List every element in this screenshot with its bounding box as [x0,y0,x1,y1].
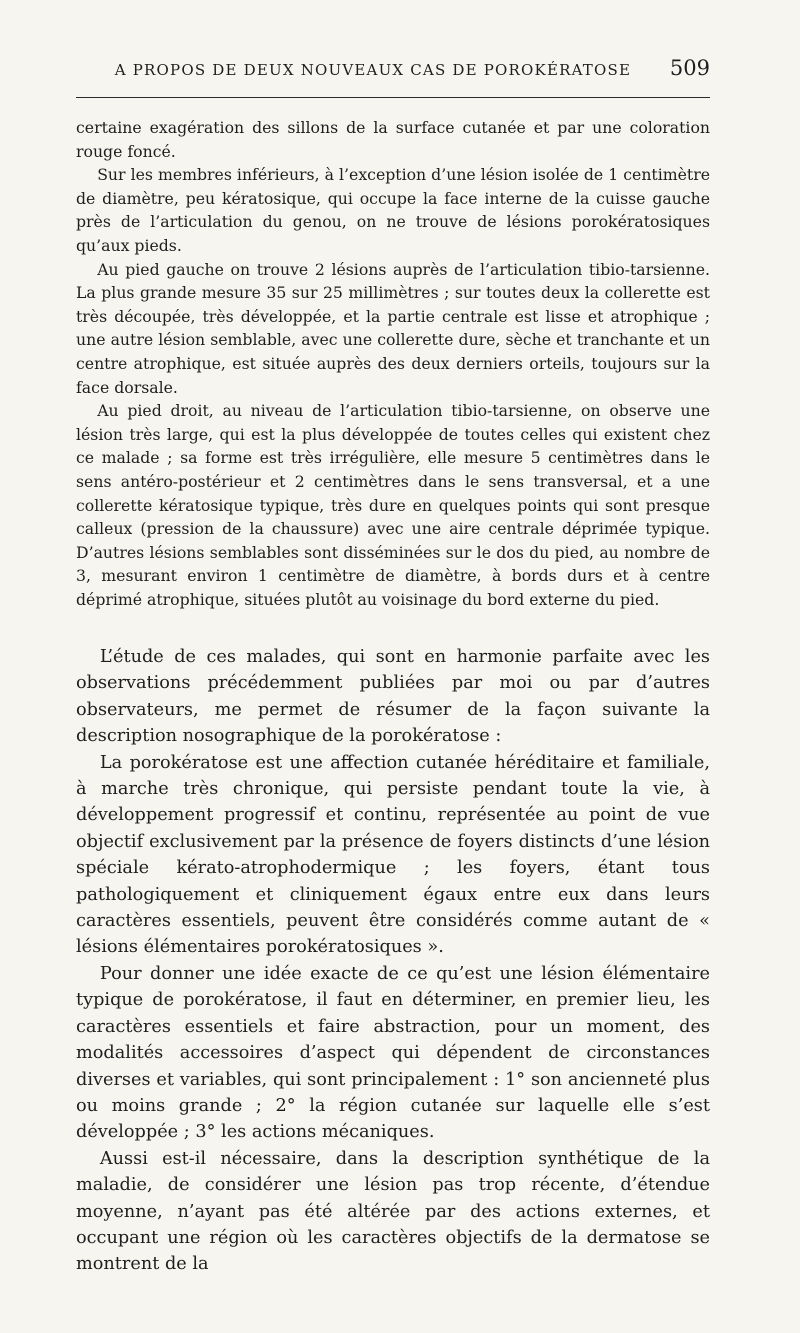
paragraph: Aussi est-il nécessaire, dans la description synthétique de la maladie, de considérer une lésion pas trop récente, d’étendue moyenne, n’ayant pas été altérée par des actions externes, et occupant une région où les caractères objectifs de la dermatose se montrent de la [76,1148,710,1275]
paragraph: L’étude de ces malades, qui sont en harmonie parfaite avec les observations précédemment publiées par moi ou par d’autres observateurs, me permet de résumer de la façon suivante la description nosographique de la porokératose : [76,647,710,747]
paragraph: Au pied gauche on trouve 2 lésions auprès de l’articulation tibio-tarsienne. La plus grande mesure 35 sur 25 millimètres ; sur toutes deux la collerette est très découpée, très développée, et la partie centrale est lisse et atrophique ; une autre lésion semblable, avec une collerette dure, sèche et tranchante et un centre atrophique, est située auprès des deux derniers orteils, toujours sur la face dorsale. [76,259,710,397]
paragraph: certaine exagération des sillons de la surface cutanée et par une coloration rouge foncé. [76,118,710,161]
running-title: A PROPOS DE DEUX NOUVEAUX CAS DE POROKÉRATOSE [114,61,632,79]
running-header [76,56,710,88]
observation-text [76,116,710,611]
paragraph: Pour donner une idée exacte de ce qu’est une lésion élémentaire typique de porokératose, il faut en déterminer, en premier lieu, les caractères essentiels et faire abstraction, pour un moment, des modalités accessoires d’aspect qui dépendent de circonstances diverses et variables, qui sont principalement : 1° son ancienneté plus ou moins grande ; 2° la région cutanée sur laquelle elle s’est développée ; 3° les actions mécaniques. [76,963,710,1143]
paragraph: Au pied droit, au niveau de l’articulation tibio-tarsienne, on observe une lésion très large, qui est la plus développée de toutes celles qui existent chez ce malade ; sa forme est très irrégulière, elle mesure 5 centimètres dans le sens antéro-postérieur et 2 centimètres dans le sens transversal, et a une collerette kératosique typique, très dure en quelques points qui sont presque calleux (pression de la chaussure) avec une aire centrale déprimée typique. D’autres lésions semblables sont disséminées sur le dos du pied, au nombre de 3, mesurant environ 1 centimètre de diamètre, à bords durs et à centre déprimé atrophique, situées plutôt au voisinage du bord externe du pied. [76,401,710,609]
header-rule [76,97,710,98]
page-number: 509 [669,56,710,80]
synthesis-text [76,644,710,1278]
paragraph: Sur les membres inférieurs, à l’exception d’une lésion isolée de 1 centimètre de diamètre, peu kératosique, qui occupe la face interne de la cuisse gauche près de l’articulation du genou, on ne trouve de lésions porokératosiques qu’aux pieds. [76,165,710,255]
paragraph: La porokératose est une affection cutanée héréditaire et familiale, à marche très chronique, qui persiste pendant toute la vie, à développement progressif et continu, représentée au point de vue objectif exclusivement par la présence de foyers distincts d’une lésion spéciale kérato-atrophodermique ; les foyers, étant tous pathologiquement et cliniquement égaux entre eux dans leurs caractères essentiels, peuvent être considérés comme autant de « lésions élémentaires porokératosiques ». [76,752,710,958]
